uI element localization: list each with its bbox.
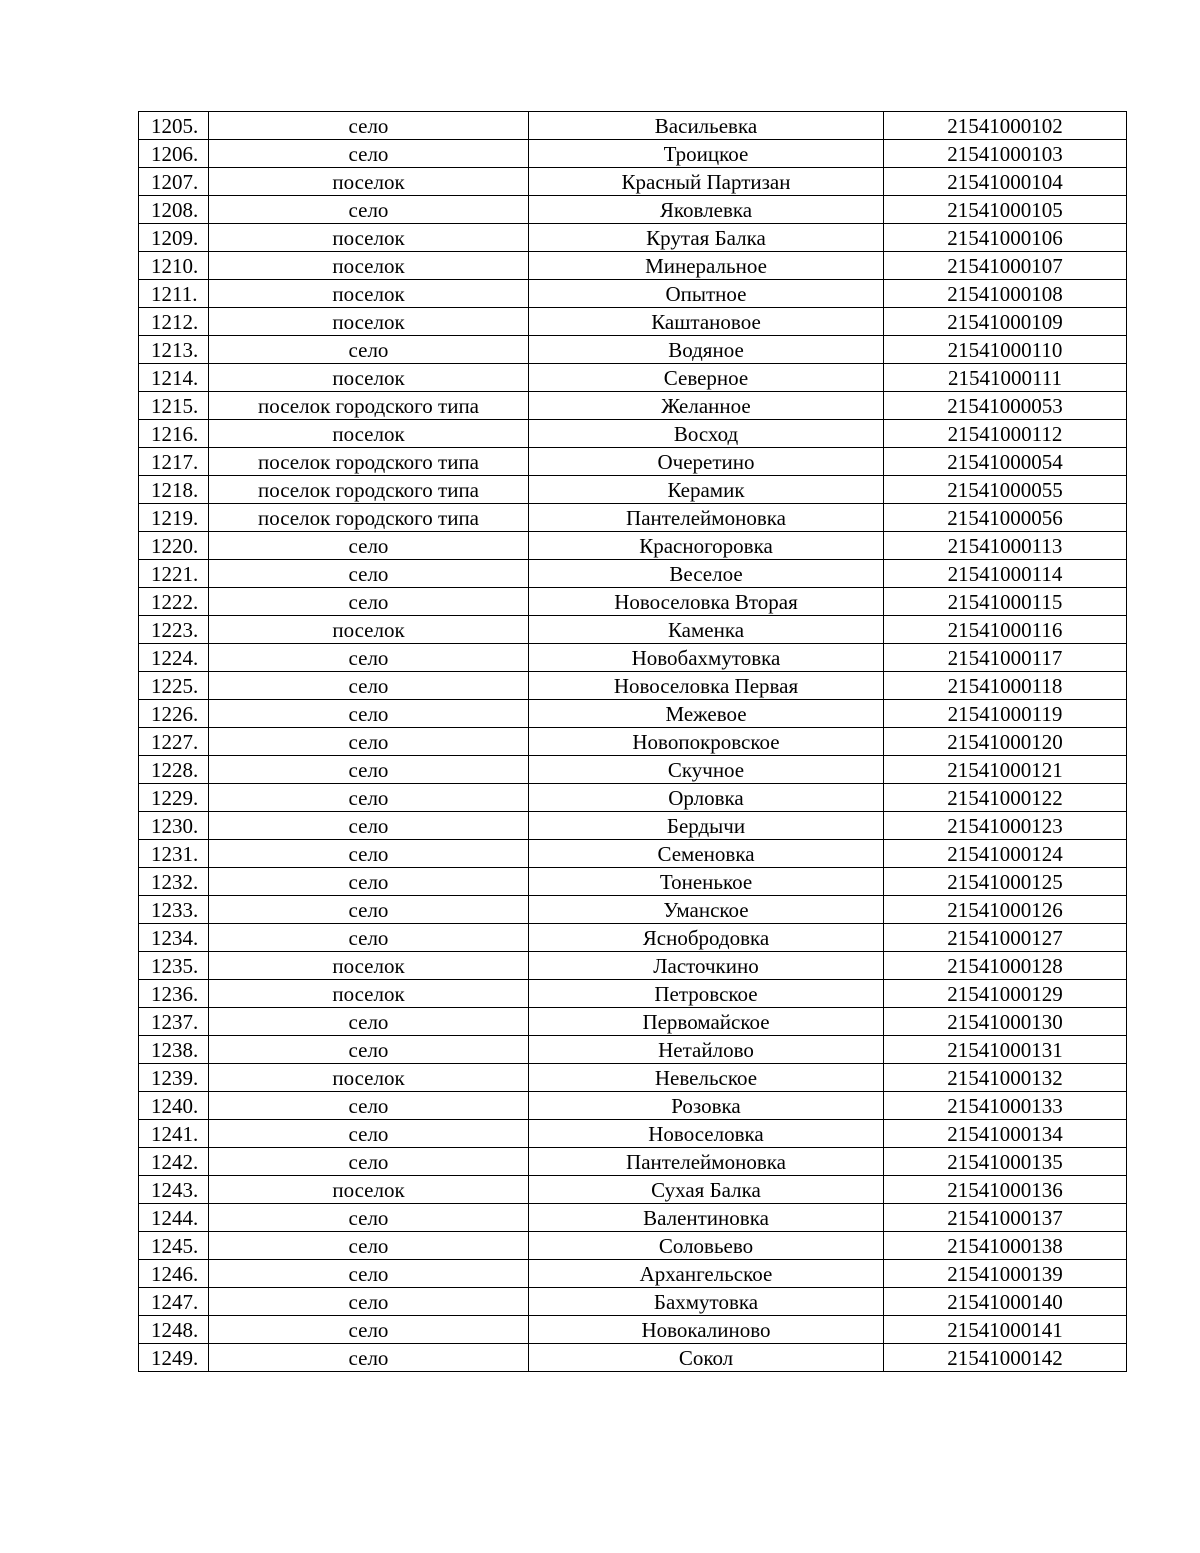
settlement-type-cell: село <box>209 924 529 952</box>
settlement-code-cell: 21541000056 <box>884 504 1127 532</box>
settlement-code-cell: 21541000132 <box>884 1064 1127 1092</box>
table-row <box>139 140 1127 168</box>
row-number-cell: 1222. <box>139 588 209 616</box>
table-row <box>139 308 1127 336</box>
row-number-cell: 1236. <box>139 980 209 1008</box>
settlement-name-cell: Яснобродовка <box>529 924 884 952</box>
settlement-name-cell: Каштановое <box>529 308 884 336</box>
settlement-code-cell: 21541000126 <box>884 896 1127 924</box>
settlement-name-cell: Валентиновка <box>529 1204 884 1232</box>
row-number-cell: 1205. <box>139 112 209 140</box>
settlement-name-cell: Восход <box>529 420 884 448</box>
row-number-cell: 1210. <box>139 252 209 280</box>
table-row <box>139 700 1127 728</box>
settlement-type-cell: поселок <box>209 1176 529 1204</box>
settlement-code-cell: 21541000136 <box>884 1176 1127 1204</box>
settlement-code-cell: 21541000111 <box>884 364 1127 392</box>
settlement-code-cell: 21541000117 <box>884 644 1127 672</box>
settlement-name-cell: Керамик <box>529 476 884 504</box>
settlement-name-cell: Северное <box>529 364 884 392</box>
row-number-cell: 1249. <box>139 1344 209 1372</box>
table-row <box>139 1344 1127 1372</box>
table-row <box>139 224 1127 252</box>
settlement-code-cell: 21541000109 <box>884 308 1127 336</box>
settlement-code-cell: 21541000124 <box>884 840 1127 868</box>
settlement-code-cell: 21541000053 <box>884 392 1127 420</box>
settlement-code-cell: 21541000141 <box>884 1316 1127 1344</box>
table-row <box>139 560 1127 588</box>
table-row <box>139 532 1127 560</box>
settlement-code-cell: 21541000121 <box>884 756 1127 784</box>
settlement-name-cell: Тоненькое <box>529 868 884 896</box>
settlement-type-cell: село <box>209 532 529 560</box>
settlement-name-cell: Красногоровка <box>529 532 884 560</box>
settlement-name-cell: Минеральное <box>529 252 884 280</box>
settlement-name-cell: Троицкое <box>529 140 884 168</box>
settlement-code-cell: 21541000110 <box>884 336 1127 364</box>
settlement-type-cell: поселок <box>209 224 529 252</box>
settlement-name-cell: Новоселовка <box>529 1120 884 1148</box>
table-row <box>139 1148 1127 1176</box>
settlement-name-cell: Новоселовка Вторая <box>529 588 884 616</box>
settlement-name-cell: Сокол <box>529 1344 884 1372</box>
settlement-type-cell: поселок <box>209 364 529 392</box>
settlement-type-cell: поселок <box>209 280 529 308</box>
settlement-name-cell: Водяное <box>529 336 884 364</box>
settlement-code-cell: 21541000115 <box>884 588 1127 616</box>
settlement-name-cell: Невельское <box>529 1064 884 1092</box>
settlements-table-body <box>139 112 1127 1372</box>
settlement-type-cell: село <box>209 1008 529 1036</box>
settlement-type-cell: поселок <box>209 420 529 448</box>
table-row <box>139 504 1127 532</box>
settlement-name-cell: Соловьево <box>529 1232 884 1260</box>
settlement-type-cell: поселок <box>209 308 529 336</box>
settlement-name-cell: Орловка <box>529 784 884 812</box>
settlement-type-cell: поселок <box>209 252 529 280</box>
settlement-code-cell: 21541000105 <box>884 196 1127 224</box>
row-number-cell: 1243. <box>139 1176 209 1204</box>
table-row <box>139 840 1127 868</box>
settlement-type-cell: село <box>209 196 529 224</box>
settlement-code-cell: 21541000138 <box>884 1232 1127 1260</box>
settlement-type-cell: село <box>209 1204 529 1232</box>
settlement-code-cell: 21541000129 <box>884 980 1127 1008</box>
row-number-cell: 1208. <box>139 196 209 224</box>
row-number-cell: 1223. <box>139 616 209 644</box>
table-row <box>139 952 1127 980</box>
table-row <box>139 420 1127 448</box>
settlement-type-cell: село <box>209 672 529 700</box>
settlement-code-cell: 21541000139 <box>884 1260 1127 1288</box>
settlement-name-cell: Васильевка <box>529 112 884 140</box>
settlement-code-cell: 21541000140 <box>884 1288 1127 1316</box>
settlement-name-cell: Первомайское <box>529 1008 884 1036</box>
settlement-type-cell: поселок <box>209 952 529 980</box>
settlement-type-cell: село <box>209 840 529 868</box>
settlement-code-cell: 21541000130 <box>884 1008 1127 1036</box>
settlement-type-cell: село <box>209 336 529 364</box>
table-row <box>139 616 1127 644</box>
table-row <box>139 196 1127 224</box>
settlement-name-cell: Архангельское <box>529 1260 884 1288</box>
settlement-type-cell: село <box>209 1092 529 1120</box>
settlement-type-cell: поселок <box>209 980 529 1008</box>
row-number-cell: 1240. <box>139 1092 209 1120</box>
row-number-cell: 1244. <box>139 1204 209 1232</box>
settlement-code-cell: 21541000137 <box>884 1204 1127 1232</box>
settlement-code-cell: 21541000112 <box>884 420 1127 448</box>
row-number-cell: 1248. <box>139 1316 209 1344</box>
row-number-cell: 1226. <box>139 700 209 728</box>
row-number-cell: 1221. <box>139 560 209 588</box>
settlement-type-cell: село <box>209 140 529 168</box>
settlement-code-cell: 21541000134 <box>884 1120 1127 1148</box>
settlement-type-cell: поселок <box>209 616 529 644</box>
settlement-type-cell: село <box>209 896 529 924</box>
settlement-code-cell: 21541000135 <box>884 1148 1127 1176</box>
row-number-cell: 1234. <box>139 924 209 952</box>
row-number-cell: 1206. <box>139 140 209 168</box>
settlement-name-cell: Желанное <box>529 392 884 420</box>
settlement-name-cell: Бахмутовка <box>529 1288 884 1316</box>
table-row <box>139 112 1127 140</box>
settlement-type-cell: село <box>209 784 529 812</box>
row-number-cell: 1212. <box>139 308 209 336</box>
settlement-code-cell: 21541000104 <box>884 168 1127 196</box>
settlement-type-cell: поселок городского типа <box>209 448 529 476</box>
settlement-code-cell: 21541000125 <box>884 868 1127 896</box>
settlement-name-cell: Яковлевка <box>529 196 884 224</box>
row-number-cell: 1220. <box>139 532 209 560</box>
settlement-type-cell: село <box>209 1148 529 1176</box>
settlement-name-cell: Бердычи <box>529 812 884 840</box>
settlement-name-cell: Розовка <box>529 1092 884 1120</box>
row-number-cell: 1237. <box>139 1008 209 1036</box>
settlement-type-cell: село <box>209 1344 529 1372</box>
settlement-name-cell: Опытное <box>529 280 884 308</box>
row-number-cell: 1227. <box>139 728 209 756</box>
settlements-table <box>138 111 1127 1372</box>
row-number-cell: 1218. <box>139 476 209 504</box>
settlement-name-cell: Пантелеймоновка <box>529 1148 884 1176</box>
settlement-name-cell: Нетайлово <box>529 1036 884 1064</box>
settlement-code-cell: 21541000133 <box>884 1092 1127 1120</box>
table-row <box>139 1204 1127 1232</box>
row-number-cell: 1225. <box>139 672 209 700</box>
settlement-code-cell: 21541000103 <box>884 140 1127 168</box>
row-number-cell: 1242. <box>139 1148 209 1176</box>
table-row <box>139 252 1127 280</box>
row-number-cell: 1229. <box>139 784 209 812</box>
settlement-name-cell: Веселое <box>529 560 884 588</box>
row-number-cell: 1213. <box>139 336 209 364</box>
row-number-cell: 1247. <box>139 1288 209 1316</box>
row-number-cell: 1219. <box>139 504 209 532</box>
table-row <box>139 672 1127 700</box>
table-row <box>139 280 1127 308</box>
settlement-code-cell: 21541000131 <box>884 1036 1127 1064</box>
row-number-cell: 1228. <box>139 756 209 784</box>
table-row <box>139 728 1127 756</box>
settlement-type-cell: село <box>209 588 529 616</box>
settlement-name-cell: Новоселовка Первая <box>529 672 884 700</box>
table-row <box>139 644 1127 672</box>
row-number-cell: 1217. <box>139 448 209 476</box>
settlement-name-cell: Крутая Балка <box>529 224 884 252</box>
settlement-type-cell: село <box>209 644 529 672</box>
settlement-code-cell: 21541000054 <box>884 448 1127 476</box>
table-row <box>139 784 1127 812</box>
table-row <box>139 168 1127 196</box>
settlement-code-cell: 21541000113 <box>884 532 1127 560</box>
settlement-code-cell: 21541000055 <box>884 476 1127 504</box>
table-row <box>139 336 1127 364</box>
row-number-cell: 1209. <box>139 224 209 252</box>
settlement-type-cell: село <box>209 868 529 896</box>
settlement-name-cell: Сухая Балка <box>529 1176 884 1204</box>
settlement-name-cell: Очеретино <box>529 448 884 476</box>
settlement-code-cell: 21541000108 <box>884 280 1127 308</box>
settlement-code-cell: 21541000122 <box>884 784 1127 812</box>
row-number-cell: 1207. <box>139 168 209 196</box>
settlement-code-cell: 21541000128 <box>884 952 1127 980</box>
row-number-cell: 1238. <box>139 1036 209 1064</box>
settlement-code-cell: 21541000127 <box>884 924 1127 952</box>
row-number-cell: 1231. <box>139 840 209 868</box>
table-row <box>139 924 1127 952</box>
settlement-code-cell: 21541000106 <box>884 224 1127 252</box>
table-row <box>139 476 1127 504</box>
row-number-cell: 1211. <box>139 280 209 308</box>
table-row <box>139 812 1127 840</box>
settlement-type-cell: поселок <box>209 1064 529 1092</box>
table-row <box>139 868 1127 896</box>
table-row <box>139 980 1127 1008</box>
settlement-name-cell: Красный Партизан <box>529 168 884 196</box>
settlement-name-cell: Новобахмутовка <box>529 644 884 672</box>
settlement-type-cell: село <box>209 812 529 840</box>
table-row <box>139 1120 1127 1148</box>
settlement-name-cell: Уманское <box>529 896 884 924</box>
row-number-cell: 1241. <box>139 1120 209 1148</box>
table-row <box>139 1036 1127 1064</box>
settlement-type-cell: село <box>209 1288 529 1316</box>
settlement-code-cell: 21541000123 <box>884 812 1127 840</box>
settlement-name-cell: Петровское <box>529 980 884 1008</box>
settlement-code-cell: 21541000102 <box>884 112 1127 140</box>
row-number-cell: 1235. <box>139 952 209 980</box>
row-number-cell: 1215. <box>139 392 209 420</box>
table-row <box>139 1064 1127 1092</box>
settlement-type-cell: поселок <box>209 168 529 196</box>
row-number-cell: 1214. <box>139 364 209 392</box>
table-row <box>139 896 1127 924</box>
settlement-name-cell: Семеновка <box>529 840 884 868</box>
table-row <box>139 1008 1127 1036</box>
settlement-type-cell: село <box>209 1232 529 1260</box>
table-row <box>139 756 1127 784</box>
settlement-type-cell: село <box>209 560 529 588</box>
settlement-type-cell: поселок городского типа <box>209 476 529 504</box>
settlement-type-cell: село <box>209 700 529 728</box>
table-row <box>139 588 1127 616</box>
table-row <box>139 1288 1127 1316</box>
settlement-type-cell: село <box>209 1316 529 1344</box>
row-number-cell: 1246. <box>139 1260 209 1288</box>
settlement-code-cell: 21541000107 <box>884 252 1127 280</box>
table-row <box>139 1092 1127 1120</box>
settlement-type-cell: поселок городского типа <box>209 392 529 420</box>
row-number-cell: 1230. <box>139 812 209 840</box>
table-row <box>139 1176 1127 1204</box>
row-number-cell: 1232. <box>139 868 209 896</box>
row-number-cell: 1239. <box>139 1064 209 1092</box>
row-number-cell: 1233. <box>139 896 209 924</box>
settlement-type-cell: село <box>209 1036 529 1064</box>
settlement-name-cell: Скучное <box>529 756 884 784</box>
settlement-code-cell: 21541000119 <box>884 700 1127 728</box>
row-number-cell: 1216. <box>139 420 209 448</box>
table-row <box>139 1232 1127 1260</box>
settlement-name-cell: Ласточкино <box>529 952 884 980</box>
settlement-code-cell: 21541000114 <box>884 560 1127 588</box>
row-number-cell: 1245. <box>139 1232 209 1260</box>
settlement-code-cell: 21541000118 <box>884 672 1127 700</box>
settlement-type-cell: село <box>209 112 529 140</box>
settlement-type-cell: село <box>209 728 529 756</box>
settlement-type-cell: поселок городского типа <box>209 504 529 532</box>
settlement-code-cell: 21541000142 <box>884 1344 1127 1372</box>
settlement-name-cell: Пантелеймоновка <box>529 504 884 532</box>
settlement-code-cell: 21541000120 <box>884 728 1127 756</box>
row-number-cell: 1224. <box>139 644 209 672</box>
table-row <box>139 392 1127 420</box>
settlement-code-cell: 21541000116 <box>884 616 1127 644</box>
table-row <box>139 1260 1127 1288</box>
settlement-name-cell: Новокалиново <box>529 1316 884 1344</box>
table-row <box>139 1316 1127 1344</box>
settlement-name-cell: Каменка <box>529 616 884 644</box>
settlement-type-cell: село <box>209 756 529 784</box>
settlement-name-cell: Межевое <box>529 700 884 728</box>
settlement-name-cell: Новопокровское <box>529 728 884 756</box>
table-row <box>139 364 1127 392</box>
table-row <box>139 448 1127 476</box>
settlement-type-cell: село <box>209 1260 529 1288</box>
settlement-type-cell: село <box>209 1120 529 1148</box>
